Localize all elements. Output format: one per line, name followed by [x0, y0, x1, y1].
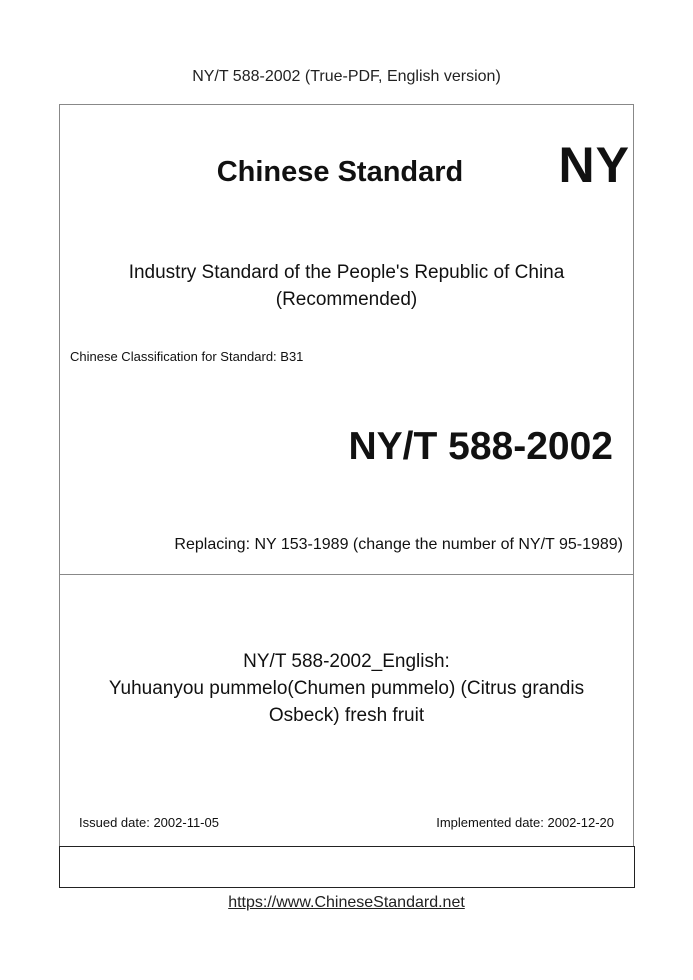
classification-text: Chinese Classification for Standard: B31 — [70, 349, 304, 364]
document-header: NY/T 588-2002 (True-PDF, English version) — [192, 68, 501, 85]
title-line-3: Osbeck) fresh fruit — [268, 705, 425, 726]
standard-title — [60, 648, 633, 729]
industry-line-2: (Recommended) — [275, 289, 418, 310]
standard-code: NY — [558, 137, 630, 193]
title-line-1: NY/T 588-2002_English: — [243, 651, 450, 672]
standard-number: NY/T 588-2002 — [348, 425, 613, 468]
cover-heading: Chinese Standard — [216, 156, 464, 188]
issued-date: Issued date: 2002-11-05 — [79, 815, 219, 830]
replacing-text: Replacing: NY 153-1989 (change the number of NY/T 95-1989) — [174, 536, 623, 553]
footer — [0, 894, 693, 912]
website-link[interactable]: https://www.ChineseStandard.net — [228, 894, 465, 911]
implemented-date: Implemented date: 2002-12-20 — [436, 815, 614, 830]
bottom-bar — [59, 846, 635, 888]
cover-frame — [59, 104, 634, 887]
industry-line-1: Industry Standard of the People's Republic of China — [128, 262, 565, 283]
section-divider — [59, 574, 634, 575]
title-line-2: Yuhuanyou pummelo(Chumen pummelo) (Citrus grandis — [108, 678, 585, 699]
industry-statement — [60, 259, 633, 313]
